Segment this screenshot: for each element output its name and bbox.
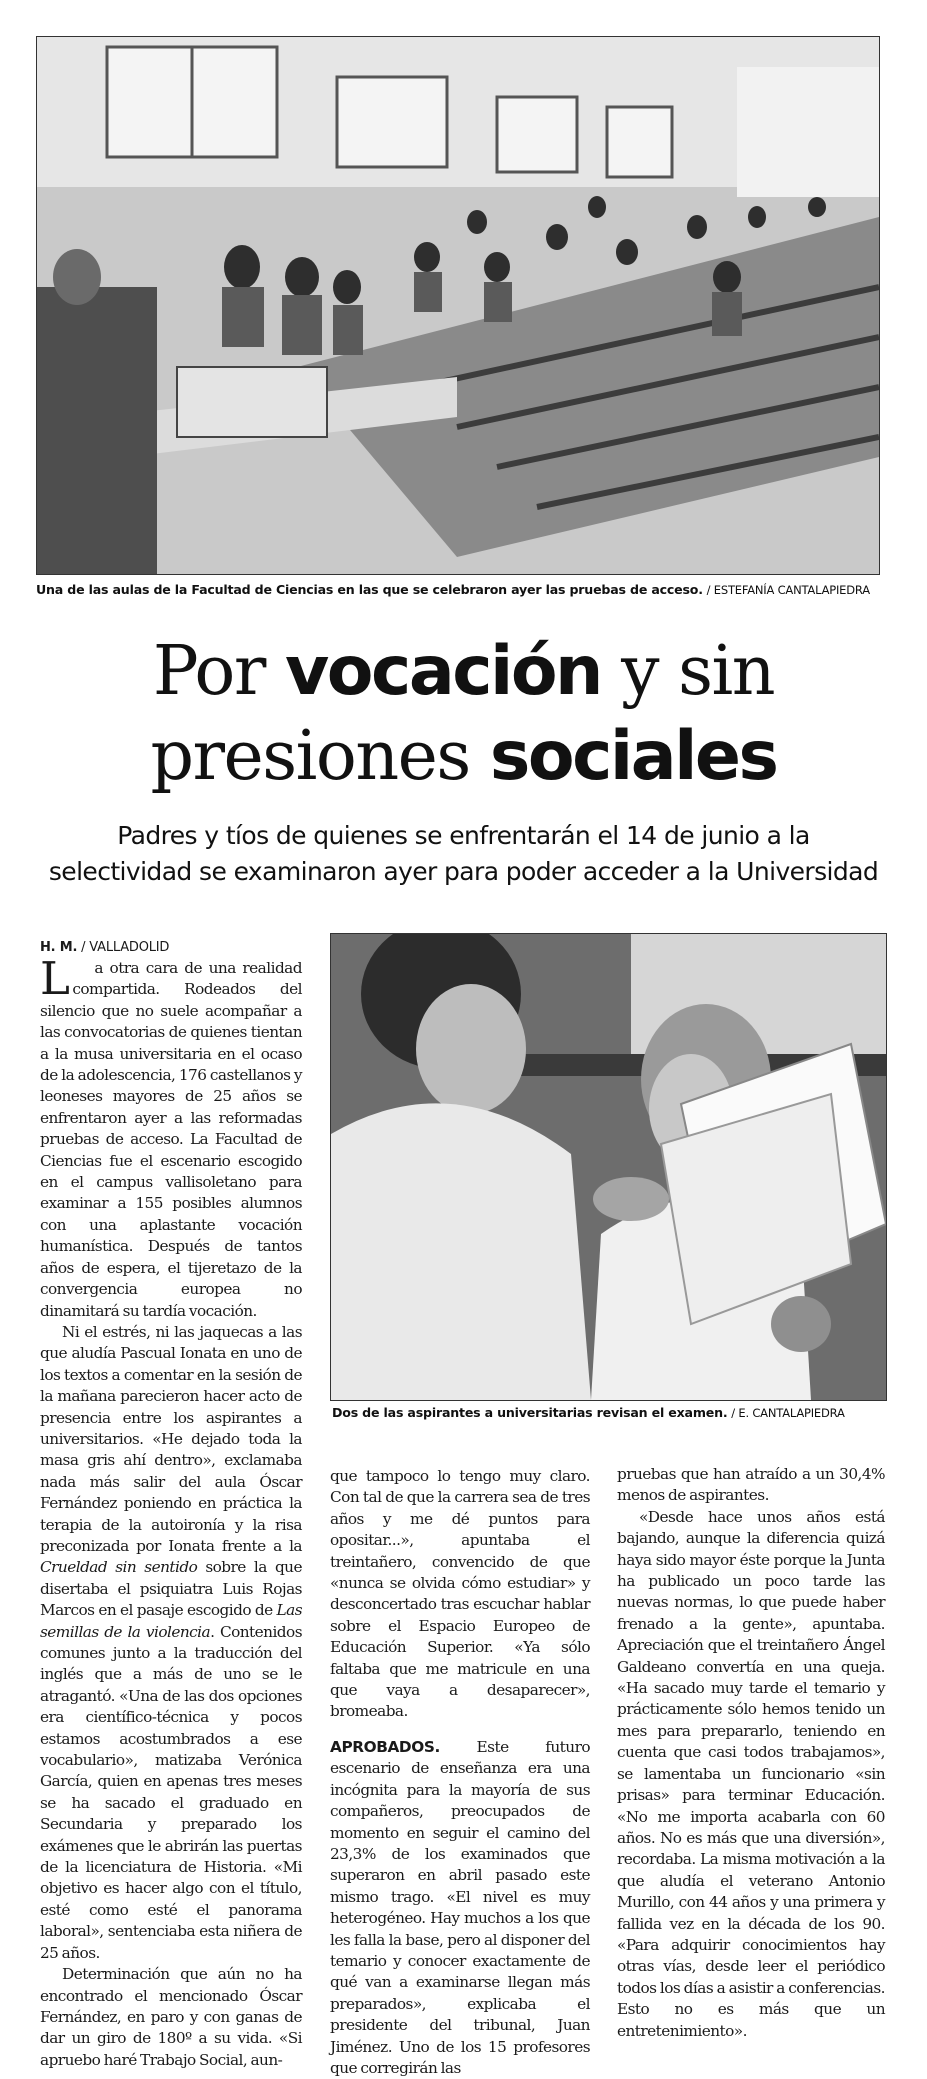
paragraph-3: Determinación que aún no ha encontrado el mencionado Óscar Fernández, en paro y con ganas de dar un giro de 180º a su vida. «Si apruebo haré Trabajo Social, aun- [40,1965,302,2069]
paragraph-2-text-b: sobre la que disertaba el psiquiatra Luis Rojas Marcos en el pasaje escogido de [40,1558,302,1620]
headline-word-por: Por [152,632,285,711]
headline-word-vocacion: vocación [284,632,601,711]
article-column-2 [330,1466,590,2079]
headline-words-y-sin: y sin [600,632,775,711]
book-title-semillas: Las semillas de la violencia [40,1601,302,1641]
paragraph-1-text: a otra cara de una realidad compartida. Rodeados del silencio que no suele acompañar a las convocatorias de quienes tientan a la musa universitaria en el ocaso de la adolescencia, 176 castellanos y leoneses mayores de 25 años se enfrentaron ayer a las reformadas pruebas de acceso. La Facultad de Ciencias fue el escenario escogido en el campus vallisoletano para examinar a 155 posibles alumnos con una aplastante vocación humanística. Después de tantos años de espera, el tijeretazo de la convergencia europea no dinamitará su tardía vocación. [40,959,302,1320]
middle-photo-caption-text: Dos de las aspirantes a universitarias revisan el examen. [332,1405,728,1420]
middle-photo-credit: / E. CANTALAPIEDRA [731,1406,845,1420]
top-photo-credit: / ESTEFANÍA CANTALAPIEDRA [706,583,870,597]
top-photo-caption-text: Una de las aulas de la Facultad de Ciencias en las que se celebraron ayer las pruebas de acceso. [36,582,703,597]
paragraph-6: pruebas que han atraído a un 30,4% menos de aspirantes. [617,1465,885,1505]
paragraph-5 [330,1737,590,2079]
paragraph-1 [40,952,302,1322]
headline-word-presiones: presiones [150,717,490,796]
paragraph-2-text-c: . Contenidos comunes junto a la traducción del inglés que a más de uno se le atragantó. «Una de las dos opciones era científico-técnica y pocos estamos acostumbrados a ese vocabulario», matizaba Verónica García, quien en apenas tres meses se ha sacado el graduado en Secundaria y preparado los exámenes que le abrirán las puertas de la licenciatura de Historia. «Mi objetivo es hacer algo con el título, esté como esté el panorama laboral», sentenciaba esta niñera de 25 años. [40,1622,303,1962]
paragraph-2-text-a: Ni el estrés, ni las jaquecas a las que aludía Pascual Ionata en uno de los textos a comentar en la sesión de la mañana parecieron hacer acto de presencia entre los aspirantes a universitarios. «He dejado toda la masa gris ahí dentro», exclamaba nada más salir del aula Óscar Fernández poniendo en práctica la terapia de la autoironía y la risa preconizada por Ionata frente a la [40,1322,302,1555]
article-column-1 [40,952,303,2071]
paragraph-2 [40,1322,302,1964]
classroom-photo [36,36,880,575]
paragraph-4: que tampoco lo tengo muy claro. Con tal de que la carrera sea de tres años y me dé puntos para opositar...», apuntaba el treintañero, convencido de que «nunca se olvida cómo estudiar» y desconcertado tras escuchar hablar sobre el Espacio Europeo de Educación Superior. «Ya sólo faltaba que me matricule en una que vaya a desaparecer», bromeaba. [330,1467,590,1721]
byline-author: H. M. [40,940,78,955]
book-title-crueldad: Crueldad sin sentido [40,1558,198,1577]
drop-cap: L [40,952,70,1005]
candidates-photo [330,933,887,1401]
top-photo-caption [36,582,870,597]
article-column-3 [617,1464,885,2042]
subheadline-line-1: Padres y tíos de quienes se enfrentarán el 14 de junio a la [117,821,810,850]
paragraph-7: «Desde hace unos años está bajando, aunque la diferencia quizá haya sido mayor éste porque la Junta ha publicado un poco tarde las nuevas normas, lo que puede haber frenado a la gente», apuntaba. Apreciación que el treintañero Ángel Galdeano convertía en una queja. «Ha sacado muy tarde el temario y prácticamente sólo hemos tenido un mes para prepararlo, teniendo en cuenta que casi todos trabajamos», se lamentaba un funcionario «sin prisas» para terminar Educación. «No me importa acabarla con 60 años. No es más que una diversión», recordaba. La misma motivación a la que aludía el veterano Antonio Murillo, con 44 años y una primera y fallida vez en la década de los 90. «Para adquirir conocimientos hay otras vías, desde leer el periódico todos los días a asistir a conferencias. Esto no es más que un entretenimiento». [617,1507,885,2040]
subheadline-line-2: selectividad se examinaron ayer para poder acceder a la Universidad [48,857,879,886]
section-subhead-aprobados: APROBADOS. [330,1737,440,1756]
byline-place: / VALLADOLID [81,940,170,955]
candidates-photo-illustration [331,934,886,1400]
paragraph-5-text: Este futuro escenario de enseñanza era una incógnita para la mayoría de sus compañeros, preocupados de momento en seguir el camino del 23,3% de los examinados que superaron en abril pasado este mismo trago. «El nivel es muy heterogéneo. Hay muchos a los que les falla la base, pero al disponer del temario y conocer exactamente de qué van a examinarse llegan más preparados», explicaba el presidente del tribunal, Juan Jiménez. Uno de los 15 profesores que corregirán las [330,1737,590,2077]
headline-line-1 [0,633,927,711]
classroom-photo-illustration [37,37,879,574]
middle-photo-caption [332,1405,845,1420]
headline-line-2 [0,718,927,796]
headline-word-sociales: sociales [489,717,777,796]
